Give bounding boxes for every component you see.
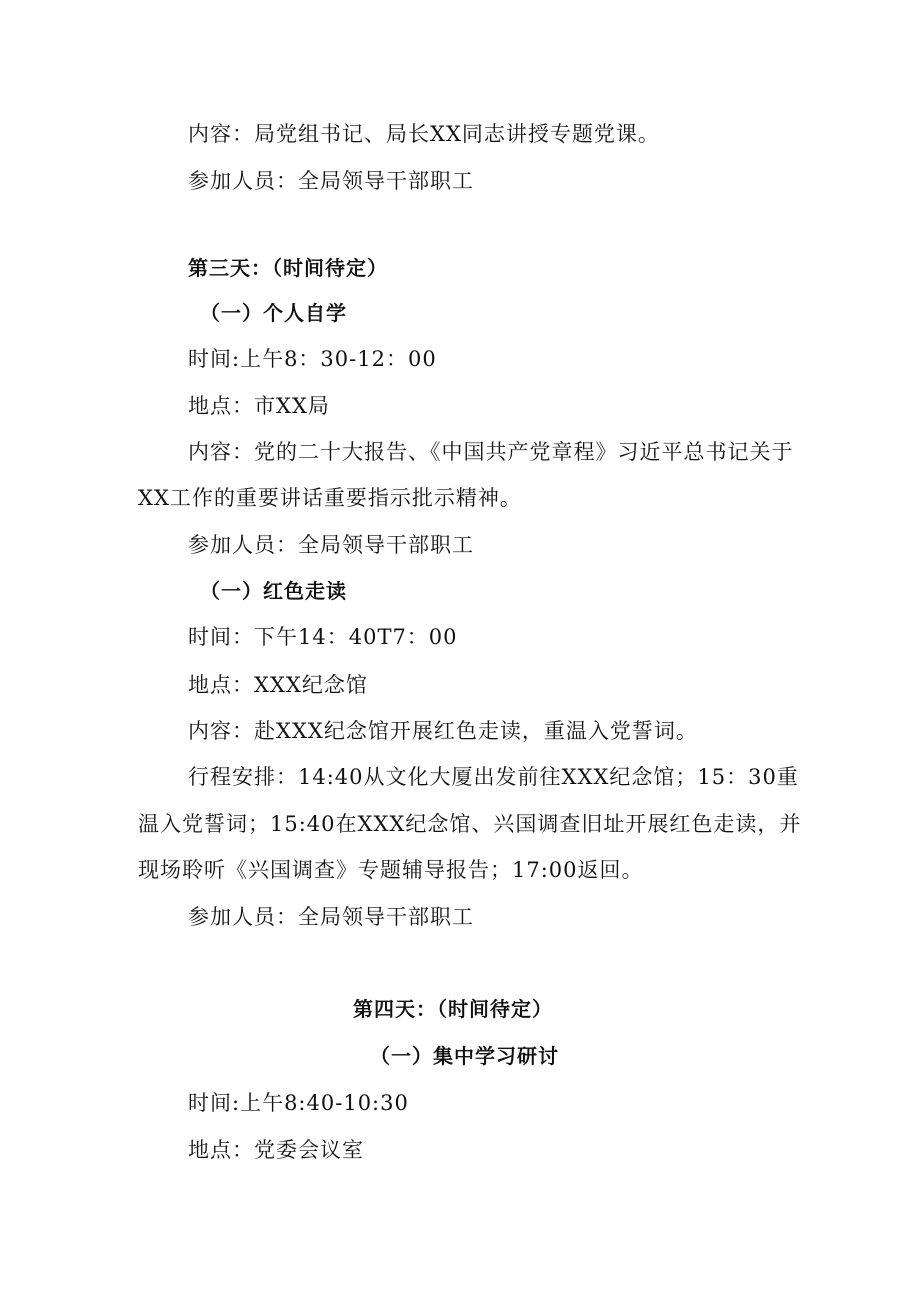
section-red-tour-heading: （一）红色走读 [200,579,347,603]
red-tour-schedule-line-2: 温入党誓词；15:40在XXX纪念馆、兴国调查旧址开展红色走读，并 [138,812,802,836]
red-tour-place: 地点：XXX纪念馆 [188,673,368,697]
red-tour-attendees: 参加人员：全局领导干部职工 [188,905,474,929]
paragraph-attendees: 参加人员：全局领导干部职工 [188,169,474,193]
paragraph-content: 内容：局党组书记、局长XX同志讲授专题党课。 [188,122,660,146]
self-study-attendees: 参加人员：全局领导干部职工 [188,533,474,557]
section-self-study-heading: （一）个人自学 [200,301,347,325]
red-tour-schedule-line-3: 现场聆听《兴国调查》专题辅导报告；17:00返回。 [138,858,644,882]
red-tour-time: 时间：下午14：40T7：00 [188,625,458,649]
self-study-content-line-2: XX工作的重要讲话重要指示批示精神。 [138,486,522,510]
day-three-heading: 第三天：（时间待定） [188,256,388,280]
self-study-place: 地点：市XX局 [188,394,330,418]
red-tour-schedule-line-1: 行程安排：14:40从文化大厦出发前往XXX纪念馆；15：30重 [188,765,799,789]
day-four-heading: 第四天：（时间待定） [353,997,553,1021]
group-study-time: 时间:上午8:40-10:30 [188,1091,409,1115]
group-study-place: 地点：党委会议室 [188,1138,364,1162]
self-study-content-line-1: 内容：党的二十大报告、《中国共产党章程》习近平总书记关于 [188,440,794,464]
self-study-time: 时间:上午8：30-12：00 [188,347,437,371]
red-tour-content: 内容：赴XXX纪念馆开展红色走读，重温入党誓词。 [188,719,698,743]
section-group-study-heading: （一）集中学习研讨 [370,1044,559,1068]
